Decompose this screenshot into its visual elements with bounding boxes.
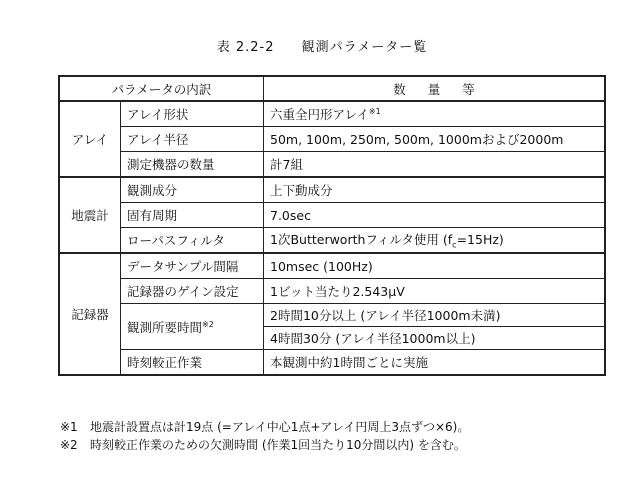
row-value — [264, 228, 606, 254]
footnote — [60, 436, 469, 454]
table-title — [0, 36, 644, 55]
row-item: 観測成分 — [121, 177, 264, 203]
table-row — [59, 127, 605, 152]
parameter-table — [58, 75, 606, 376]
row-item: 記録器のゲイン設定 — [121, 279, 264, 304]
row-value-text: 1次Butterworthフィルタ使用 (f — [270, 232, 453, 248]
table-row — [59, 279, 605, 304]
row-value: 50m, 100m, 250m, 500m, 1000mおよび2000m — [264, 127, 606, 152]
table-caption: 観測パラメーター覧 — [301, 40, 428, 55]
row-item: ローパスフィルタ — [121, 228, 264, 254]
table-row — [59, 177, 605, 203]
row-item: データサンプル間隔 — [121, 253, 264, 279]
table-row — [59, 203, 605, 228]
header-breakdown: パラメータの内訳 — [59, 76, 264, 101]
group-label-array: アレイ — [59, 101, 121, 177]
row-value — [264, 101, 606, 127]
header-row — [59, 76, 605, 101]
header-quantity-char: 等 — [462, 81, 475, 97]
footnote — [60, 418, 469, 436]
table-row — [59, 228, 605, 254]
row-value: 本観測中約1時間ごとに実施 — [264, 350, 606, 376]
header-quantity-char: 量 — [427, 81, 441, 97]
row-value: 7.0sec — [264, 203, 606, 228]
row-value: 4時間30分 (アレイ半径1000m以上) — [264, 327, 606, 350]
table-row — [59, 350, 605, 376]
row-value: 1ビット当たり2.543μV — [264, 279, 606, 304]
row-value: 2時間10分以上 (アレイ半径1000m未満) — [264, 304, 606, 327]
footnote-mark: ※1 — [368, 107, 381, 116]
row-item-text: 観測所要時間 — [127, 319, 203, 335]
table-row — [59, 253, 605, 279]
row-value-subscript: c — [452, 240, 457, 250]
row-item: 測定機器の数量 — [121, 152, 264, 178]
footnotes — [60, 418, 469, 454]
footnote-mark: ※2 — [202, 319, 214, 329]
row-value: 計7組 — [264, 152, 606, 178]
row-value: 上下動成分 — [264, 177, 606, 203]
table-row — [59, 152, 605, 178]
header-quantity — [264, 76, 606, 101]
footnote-mark: ※1 — [60, 420, 78, 434]
group-label-recorder: 記録器 — [59, 253, 121, 375]
row-item: アレイ半径 — [121, 127, 264, 152]
row-item — [121, 304, 264, 350]
row-value: 10msec (100Hz) — [264, 253, 606, 279]
row-value-text: =15Hz) — [456, 232, 504, 248]
footnote-text: 時刻較正作業のための欠測時間 (作業1回当たり10分間以内) を含む。 — [90, 438, 466, 452]
row-value-text: 六重全円形アレイ — [270, 107, 369, 122]
table-row — [59, 304, 605, 327]
row-item: 固有周期 — [121, 203, 264, 228]
row-item: アレイ形状 — [121, 101, 264, 127]
footnote-mark: ※2 — [60, 438, 78, 452]
table-row — [59, 101, 605, 127]
row-item: 時刻較正作業 — [121, 350, 264, 376]
group-label-seismometer: 地震計 — [59, 177, 121, 253]
header-quantity-char: 数 — [393, 81, 406, 97]
table-number: 表 2.2-2 — [216, 40, 275, 55]
footnote-text: 地震計設置点は計19点 (=アレイ中心1点+アレイ円周上3点ずつ×6)。 — [90, 420, 470, 434]
